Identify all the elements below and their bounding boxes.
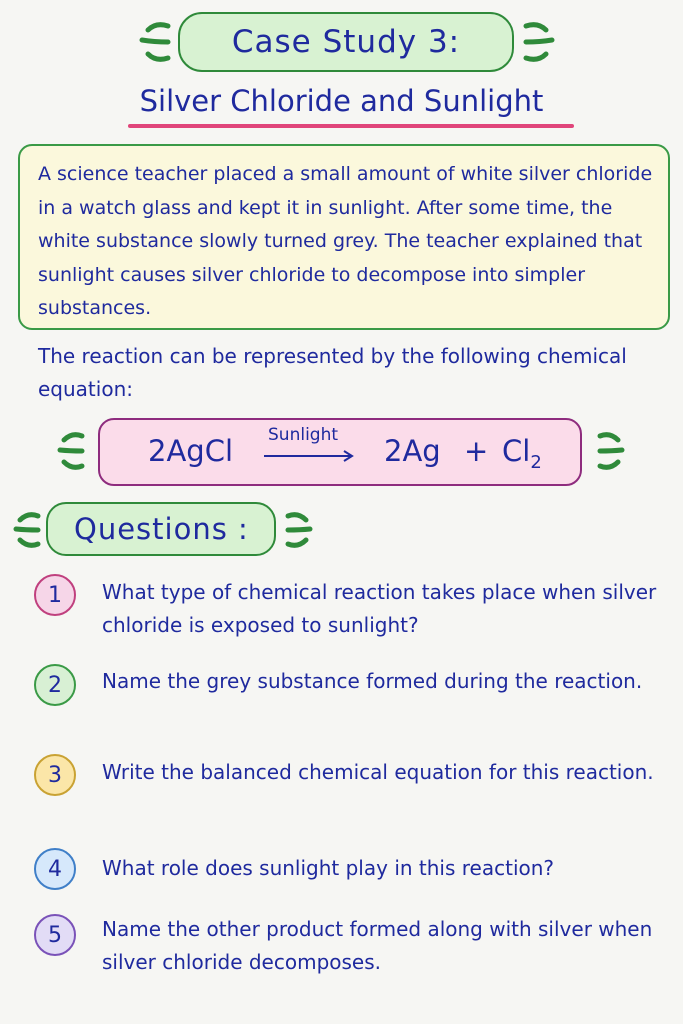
equation-product-chlorine [502, 434, 542, 473]
right-leaf-decoration-icon [522, 18, 556, 66]
equation-condition: Sunlight [268, 425, 339, 445]
question-number-badge: 5 [34, 914, 76, 956]
equation-reactant: 2AgCl [148, 434, 234, 468]
question-number-badge: 1 [34, 574, 76, 616]
page-subtitle: Silver Chloride and Sunlight [139, 84, 544, 118]
question-text: What type of chemical reaction takes place when silver chloride is exposed to sunlight? [102, 580, 657, 637]
subtitle-underline [128, 124, 574, 128]
question-number-badge: 4 [34, 848, 76, 890]
question-number-badge: 3 [34, 754, 76, 796]
left-leaf-decoration-icon [56, 428, 86, 474]
question-text: Write the balanced chemical equation for this reaction. [102, 760, 654, 784]
question-number-badge: 2 [34, 664, 76, 706]
reaction-arrow-icon [262, 448, 358, 464]
question-text: What role does sunlight play in this reaction? [102, 856, 555, 880]
chlorine-symbol: Cl [502, 434, 531, 468]
equation-intro-text: The reaction can be represented by the following chemical equation: [38, 344, 627, 401]
question-text: Name the grey substance formed during the reaction. [102, 669, 643, 693]
right-leaf-decoration-icon [284, 508, 314, 552]
equation-product-silver: 2Ag [384, 434, 441, 468]
case-study-title: Case Study 3: [178, 12, 514, 72]
equation-plus: + [464, 434, 489, 468]
left-leaf-decoration-icon [12, 508, 42, 552]
left-leaf-decoration-icon [138, 18, 172, 66]
questions-heading: Questions : [46, 502, 276, 556]
chlorine-subscript: 2 [530, 451, 542, 473]
case-study-passage: A science teacher placed a small amount of white silver chloride in a watch glass and kept it in sunlight. After some time, the white substance slowly turned grey. The teacher explained that sunlight causes silver chloride to decompose into simpler substances. [18, 144, 670, 330]
question-text: Name the other product formed along with silver when silver chloride decomposes. [102, 917, 653, 974]
right-leaf-decoration-icon [596, 428, 626, 474]
